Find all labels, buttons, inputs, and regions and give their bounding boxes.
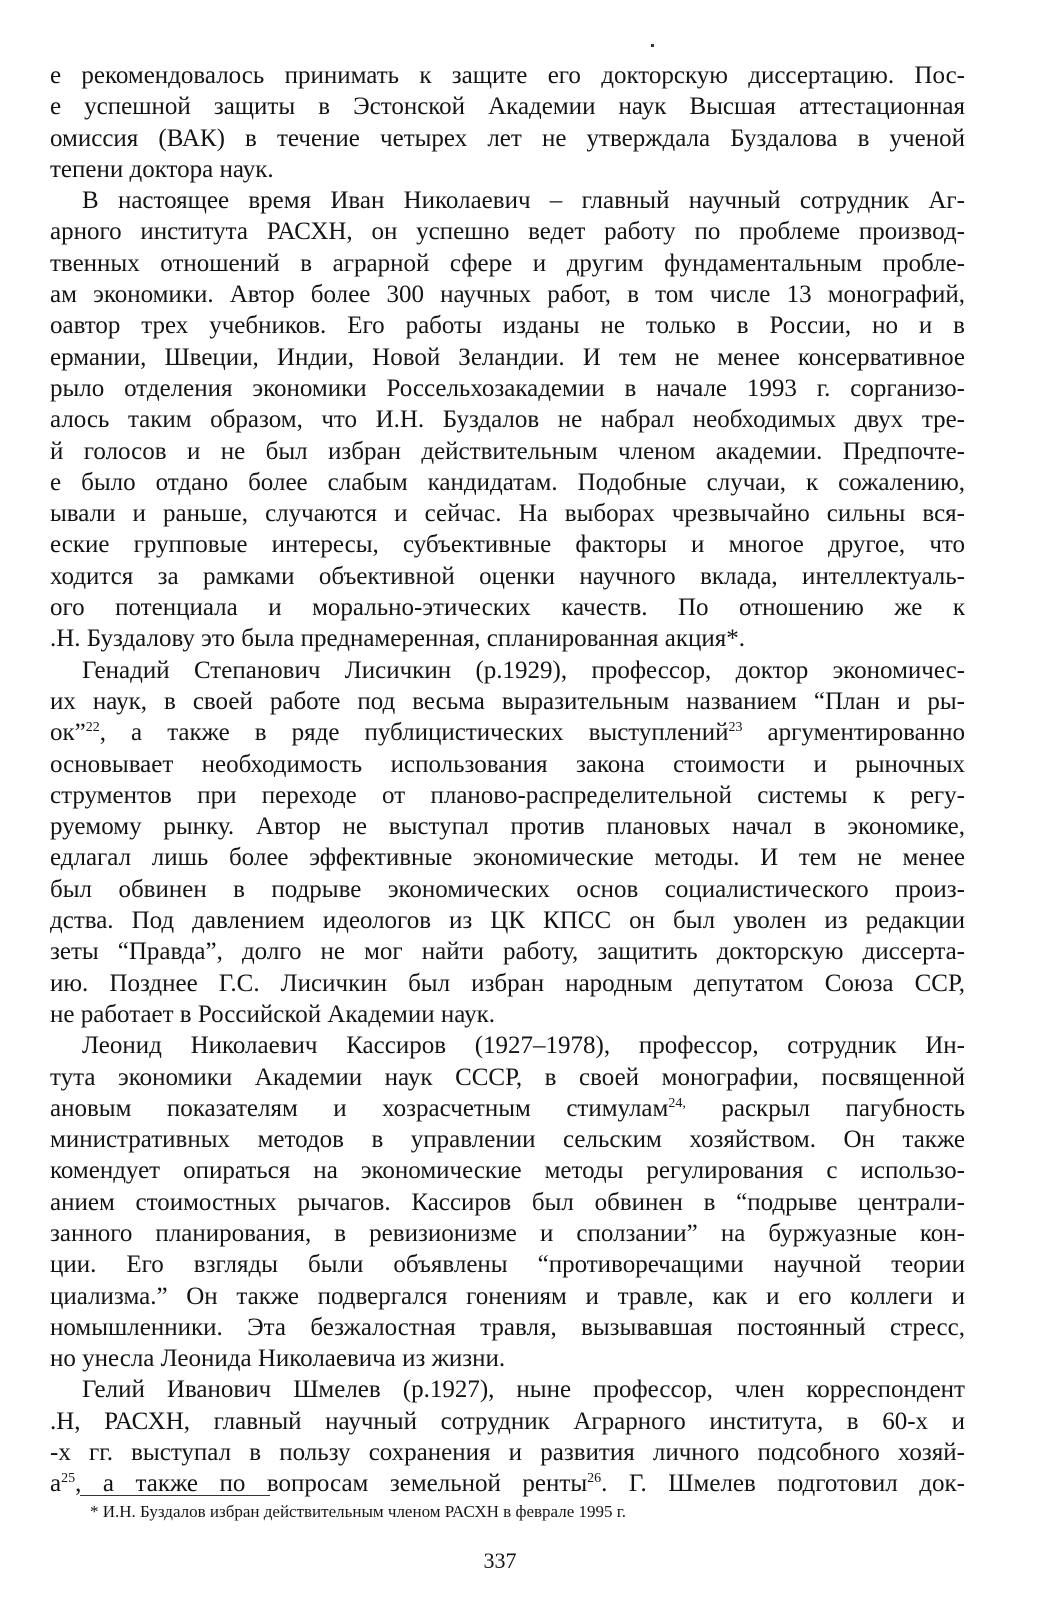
line-text: тута экономики Академии наук СССР, в своей монографии, посвященной bbox=[50, 1063, 965, 1091]
text-line bbox=[50, 1124, 965, 1155]
line-text: ывали и раньше, случаются и сейчас. На выборах чрезвычайно сильны вся- bbox=[50, 500, 965, 528]
text-line bbox=[50, 968, 965, 999]
text-line bbox=[50, 1249, 965, 1280]
line-text: струментов при переходе от планово-распределительной системы к регу- bbox=[50, 781, 965, 809]
line-text: едлагал лишь более эффективные экономические методы. И тем не менее bbox=[50, 844, 965, 872]
line-text: . Г. Шмелев подготовил док- bbox=[601, 1470, 965, 1498]
line-text: е рекомендовалось принимать к защите его докторскую диссертацию. Пос- bbox=[50, 62, 965, 89]
line-text: Леонид Николаевич Кассиров (1927–1978), профессор, сотрудник Ин- bbox=[82, 1032, 965, 1060]
line-text: зеты “Правда”, долго не мог найти работу, защитить докторскую диссерта- bbox=[50, 938, 965, 966]
line-text: руемому рынку. Автор не выступал против плановых начал в экономике, bbox=[50, 813, 965, 841]
line-text: ановым показателям и хозрасчетным стимулам bbox=[50, 1094, 669, 1122]
text-line bbox=[50, 842, 965, 873]
print-speck bbox=[651, 44, 654, 47]
text-line bbox=[50, 749, 965, 780]
footnote-ref: 23 bbox=[728, 720, 743, 736]
text-line bbox=[50, 592, 965, 623]
text-line bbox=[50, 1281, 965, 1312]
line-text: ию. Позднее Г.С. Лисичкин был избран народным депутатом Союза ССР, bbox=[50, 969, 965, 997]
text-line bbox=[50, 529, 965, 560]
text-line bbox=[50, 999, 965, 1030]
text-line bbox=[50, 91, 965, 122]
text-line bbox=[50, 905, 965, 936]
line-text: оавтор трех учебников. Его работы изданы не только в России, но и в bbox=[50, 312, 965, 340]
line-text: ермании, Швеции, Индии, Новой Зеландии. И тем не менее консервативное bbox=[50, 343, 965, 371]
line-text: В настоящее время Иван Николаевич – главный научный сотрудник Аг- bbox=[82, 187, 965, 215]
text-line bbox=[50, 655, 965, 686]
text-line bbox=[50, 686, 965, 717]
line-text: ого потенциала и морально-этических качеств. По отношению же к bbox=[50, 594, 965, 622]
line-text: анием стоимостных рычагов. Кассиров был обвинен в “подрыве централи- bbox=[50, 1188, 965, 1216]
text-line bbox=[50, 1406, 965, 1437]
text-line bbox=[50, 185, 965, 216]
body-text bbox=[50, 60, 965, 1500]
line-text: рыло отделения экономики Россельхозакадемии в начале 1993 г. сорганизо- bbox=[50, 374, 965, 402]
text-line bbox=[50, 216, 965, 247]
text-line bbox=[50, 404, 965, 435]
line-text: министративных методов в управлении сельским хозяйством. Он также bbox=[50, 1126, 965, 1154]
line-text: й голосов и не был избран действительным членом академии. Предпочте- bbox=[50, 437, 965, 465]
footnote-rule bbox=[80, 1495, 270, 1496]
text-line bbox=[50, 1155, 965, 1186]
text-line bbox=[50, 717, 965, 748]
text-line bbox=[50, 310, 965, 341]
line-text: еские групповые интересы, субъективные факторы и многое другое, что bbox=[50, 531, 965, 559]
line-text: алось таким образом, что И.Н. Буздалов не набрал необходимых двух тре- bbox=[50, 406, 965, 434]
text-line bbox=[50, 373, 965, 404]
text-line bbox=[50, 467, 965, 498]
text-line bbox=[50, 498, 965, 529]
line-text: дства. Под давлением идеологов из ЦК КПСС он был уволен из редакции bbox=[50, 907, 965, 935]
line-text: твенных отношений в аграрной сфере и другим фундаментальным пробле- bbox=[50, 249, 965, 277]
text-line bbox=[50, 436, 965, 467]
line-text: но унесла Леонида Николаевича из жизни. bbox=[50, 1345, 506, 1373]
line-text: раскрыл пагубность bbox=[685, 1094, 965, 1122]
text-line bbox=[50, 279, 965, 310]
line-text: , а также по вопросам земельной ренты bbox=[75, 1470, 588, 1498]
text-line bbox=[50, 154, 965, 185]
line-text: , а также в ряде публицистических выступлений bbox=[99, 719, 729, 747]
line-text: циализма.” Он также подвергался гонениям и травле, как и его коллеги и bbox=[50, 1282, 965, 1310]
text-line bbox=[50, 248, 965, 279]
line-text: занного планирования, в ревизионизме и сползании” на буржуазные кон- bbox=[50, 1219, 965, 1247]
text-line bbox=[50, 1187, 965, 1218]
footnote-ref: 25 bbox=[61, 1471, 76, 1487]
line-text: тепени доктора наук. bbox=[50, 155, 274, 183]
footnote-ref: 22 bbox=[85, 720, 100, 736]
page-number: 337 bbox=[483, 1548, 517, 1573]
line-text: их наук, в своей работе под весьма выразительным названием “План и ры- bbox=[50, 687, 965, 715]
text-line bbox=[50, 123, 965, 154]
line-text: аргументированно bbox=[742, 719, 965, 747]
text-line bbox=[50, 561, 965, 592]
line-text: Гелий Иванович Шмелев (р.1927), ныне профессор, член корреспондент bbox=[82, 1376, 965, 1404]
footnote-ref: 26 bbox=[587, 1471, 602, 1487]
footnote: * И.Н. Буздалов избран действительным членом РАСХН в феврале 1995 г. bbox=[90, 1502, 627, 1521]
text-line bbox=[50, 1437, 965, 1468]
text-line bbox=[50, 1312, 965, 1343]
line-text: е успешной защиты в Эстонской Академии наук Высшая аттестационная bbox=[50, 93, 965, 121]
line-text: ции. Его взгляды были объявлены “противоречащими научной теории bbox=[50, 1251, 965, 1279]
line-text: омиссия (ВАК) в течение четырех лет не утверждала Буздалова в ученой bbox=[50, 124, 965, 152]
text-line bbox=[50, 1218, 965, 1249]
line-text: был обвинен в подрыве экономических основ социалистического произ- bbox=[50, 875, 965, 903]
line-text: ходится за рамками объективной оценки научного вклада, интеллектуаль- bbox=[50, 562, 965, 590]
line-text: -х гг. выступал в пользу сохранения и развития личного подсобного хозяй- bbox=[50, 1439, 965, 1467]
text-line bbox=[50, 1062, 965, 1093]
text-line bbox=[50, 780, 965, 811]
footnote-ref: 24, bbox=[668, 1095, 686, 1111]
line-text: ам экономики. Автор более 300 научных работ, в том числе 13 монографий, bbox=[50, 281, 965, 309]
line-text: номышленники. Эта безжалостная травля, вызывавшая постоянный стресс, bbox=[50, 1313, 965, 1341]
line-text: е было отдано более слабым кандидатам. Подобные случаи, к сожалению, bbox=[50, 468, 965, 496]
text-line bbox=[50, 1374, 965, 1405]
text-line bbox=[50, 1030, 965, 1061]
text-line bbox=[50, 623, 965, 654]
line-text: основывает необходимость использования закона стоимости и рыночных bbox=[50, 750, 965, 778]
line-text: не работает в Российской Академии наук. bbox=[50, 1000, 495, 1028]
line-text: .Н. Буздалову это была преднамеренная, спланированная акция*. bbox=[50, 625, 746, 653]
text-line bbox=[50, 874, 965, 905]
line-text: Генадий Степанович Лисичкин (р.1929), профессор, доктор экономичес- bbox=[82, 656, 965, 684]
line-text: .Н, РАСХН, главный научный сотрудник Аграрного института, в 60-х и bbox=[50, 1407, 965, 1435]
line-text: комендует опираться на экономические методы регулирования с использо- bbox=[50, 1157, 965, 1185]
text-line bbox=[50, 811, 965, 842]
line-text: а bbox=[50, 1470, 62, 1498]
text-line bbox=[50, 342, 965, 373]
line-text: арного института РАСХН, он успешно ведет работу по проблеме производ- bbox=[50, 218, 965, 246]
text-line bbox=[50, 60, 965, 91]
text-line bbox=[50, 1343, 965, 1374]
text-line bbox=[50, 1093, 965, 1124]
text-line bbox=[50, 936, 965, 967]
line-text: ок” bbox=[50, 719, 86, 747]
